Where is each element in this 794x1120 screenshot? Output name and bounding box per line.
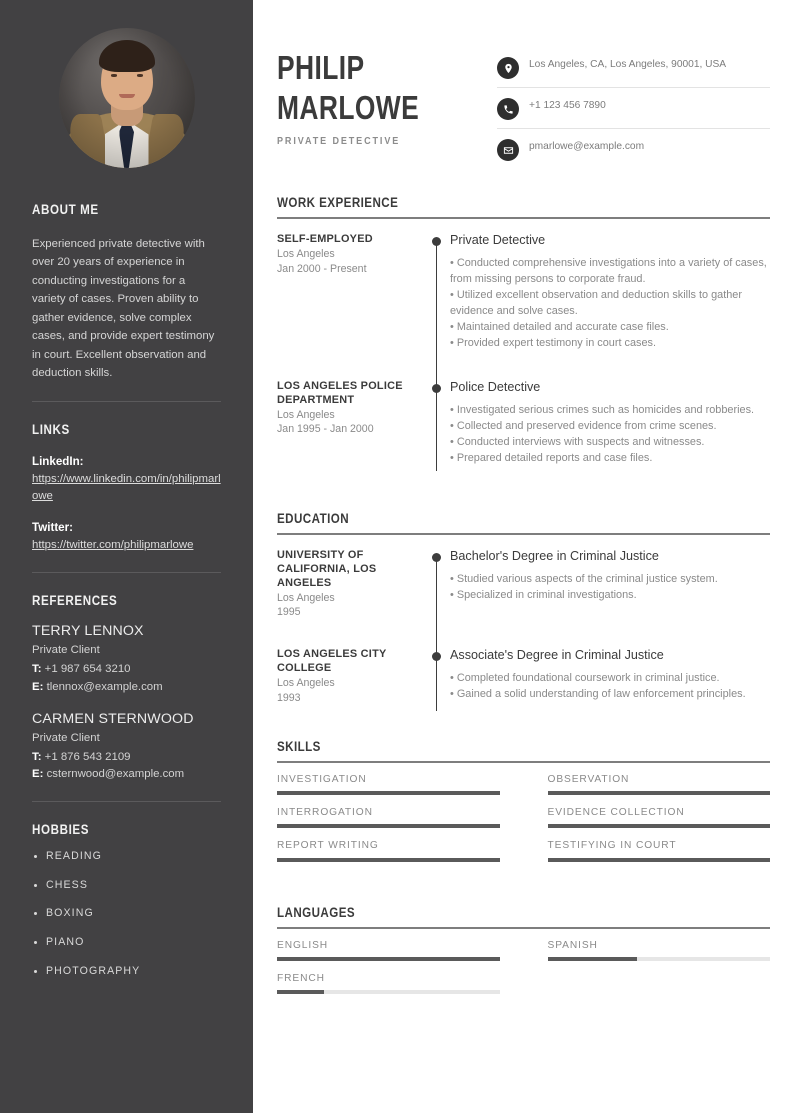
education-entry-location: Los Angeles	[277, 676, 335, 689]
work-entry	[277, 380, 770, 467]
work-experience-section	[277, 195, 770, 483]
contact-phone-text: +1 123 456 7890	[529, 100, 606, 111]
skill-label: TESTIFYING IN COURT	[547, 840, 677, 852]
email-value: csternwood@example.com	[46, 768, 185, 781]
language-fill	[277, 957, 500, 961]
references-section	[32, 593, 221, 802]
work-entry-org: LOS ANGELES POLICE DEPARTMENT	[277, 379, 403, 406]
language-track	[277, 957, 500, 961]
education-entry-bullet: • Specialized in criminal investigations.	[450, 589, 637, 602]
reference-name: CARMEN STERNWOOD	[32, 710, 194, 727]
work-entry-bullet: • Utilized excellent observation and deduction skills to gather evidence and solve cases.	[450, 288, 742, 317]
envelope-icon	[497, 139, 519, 161]
work-entry-bullet: • Maintained detailed and accurate case files.	[450, 320, 669, 333]
timeline-dot	[432, 384, 441, 393]
links-section	[32, 422, 221, 573]
education-entry-org: LOS ANGELES CITY COLLEGE	[277, 648, 387, 675]
first-name: PHILIP	[277, 49, 365, 86]
skills-grid	[277, 775, 770, 875]
education-entry	[277, 648, 770, 705]
languages-grid	[277, 941, 770, 1007]
timeline-dot	[432, 652, 441, 661]
work-entry-bullet: • Conducted comprehensive investigations into a variety of cases, from missing persons to corporate fraud.	[450, 257, 767, 286]
avatar	[59, 28, 195, 168]
work-experience-timeline	[277, 233, 770, 483]
hobby-item: READING	[32, 851, 221, 862]
phone-label: T:	[32, 751, 42, 764]
phone-icon	[497, 98, 519, 120]
avatar-container	[32, 28, 221, 168]
link-item-linkedin	[32, 453, 221, 505]
about-me-section	[32, 202, 221, 402]
about-me-heading: ABOUT ME	[32, 202, 99, 217]
contact-list	[497, 44, 770, 169]
skill-label: OBSERVATION	[547, 774, 630, 785]
skill-item	[548, 841, 771, 861]
references-heading: REFERENCES	[32, 593, 118, 609]
skill-item	[277, 808, 500, 828]
education-heading: EDUCATION	[277, 511, 350, 526]
link-url-twitter[interactable]: https://twitter.com/philipmarlowe	[32, 538, 194, 551]
skill-track	[277, 858, 500, 862]
work-entry-meta	[277, 380, 417, 467]
hobby-item: CHESS	[32, 880, 221, 891]
link-label: Twitter:	[32, 520, 74, 534]
page-title	[277, 51, 419, 124]
sidebar	[0, 0, 253, 1113]
language-fill	[548, 957, 637, 961]
work-entry-bullet: • Prepared detailed reports and case files.	[450, 451, 653, 464]
email-label: E:	[32, 680, 44, 693]
language-track	[277, 990, 500, 994]
contact-email	[497, 138, 770, 169]
reference-name: TERRY LENNOX	[32, 623, 144, 640]
skill-label: REPORT WRITING	[277, 840, 379, 852]
education-entry-body	[417, 549, 770, 620]
skill-track	[548, 858, 771, 862]
education-entry	[277, 549, 770, 620]
skill-label: INTERROGATION	[277, 807, 373, 819]
hobbies-section	[32, 822, 221, 976]
email-label: E:	[32, 768, 44, 781]
reference-phone	[32, 661, 221, 678]
divider	[32, 801, 221, 802]
education-entry-meta	[277, 549, 417, 620]
reference-item	[32, 622, 221, 696]
work-entry-location: Los Angeles	[277, 408, 335, 421]
skill-track	[277, 791, 500, 795]
education-entry-location: Los Angeles	[277, 591, 335, 604]
link-item-twitter	[32, 519, 221, 554]
link-url-linkedin[interactable]: https://www.linkedin.com/in/philipmarlowe	[32, 472, 221, 502]
work-entry-meta	[277, 233, 417, 352]
language-label: FRENCH	[277, 972, 325, 984]
job-role: PRIVATE DETECTIVE	[277, 135, 401, 147]
location-pin-icon	[497, 57, 519, 79]
work-entry	[277, 233, 770, 352]
work-entry-dates: Jan 1995 - Jan 2000	[277, 423, 374, 436]
skill-fill	[277, 824, 500, 828]
work-entry-bullet: • Investigated serious crimes such as homicides and robberies.	[450, 403, 755, 416]
language-item	[277, 974, 500, 994]
work-entry-dates: Jan 2000 - Present	[277, 262, 367, 275]
education-entry-title: Bachelor's Degree in Criminal Justice	[450, 549, 659, 563]
language-item	[548, 941, 771, 961]
languages-section	[277, 905, 770, 1007]
hobby-item: PHOTOGRAPHY	[32, 966, 221, 977]
name-block	[277, 44, 455, 147]
education-entry-dates: 1995	[277, 606, 301, 619]
work-entry-title: Police Detective	[450, 379, 541, 394]
reference-role: Private Client	[32, 731, 100, 744]
language-label: ENGLISH	[277, 939, 329, 951]
hobby-item: BOXING	[32, 908, 221, 919]
divider	[277, 217, 770, 219]
language-item	[277, 941, 500, 961]
last-name: MARLOWE	[277, 89, 420, 126]
education-entry-meta	[277, 648, 417, 705]
skill-track	[548, 791, 771, 795]
education-entry-bullet: • Completed foundational coursework in criminal justice.	[450, 672, 720, 685]
links-heading: LINKS	[32, 421, 70, 437]
education-entry-bullet: • Studied various aspects of the criminal justice system.	[450, 573, 718, 586]
work-entry-body	[417, 380, 770, 467]
work-entry-org: SELF-EMPLOYED	[277, 233, 373, 245]
reference-email	[32, 766, 221, 783]
divider	[277, 761, 770, 763]
education-entry-body	[417, 648, 770, 705]
work-entry-location: Los Angeles	[277, 247, 335, 260]
about-me-text: Experienced private detective with over 20 years of experience in conducting investigations for a variety of cases. Proven ability to gather evidence, solve complex cases, and provide expert testimony in court. Excellent observation and deduction skills.	[32, 238, 215, 380]
skill-track	[548, 824, 771, 828]
phone-value: +1 876 543 2109	[44, 751, 131, 764]
reference-role: Private Client	[32, 644, 100, 657]
skills-heading: SKILLS	[277, 739, 321, 754]
timeline-dot	[432, 553, 441, 562]
skills-section	[277, 739, 770, 875]
skill-label: EVIDENCE COLLECTION	[547, 807, 685, 819]
divider	[277, 533, 770, 535]
skill-fill	[548, 858, 771, 862]
education-timeline	[277, 549, 770, 717]
contact-address	[497, 56, 770, 88]
skill-track	[277, 824, 500, 828]
email-value: tlennox@example.com	[46, 680, 163, 693]
phone-label: T:	[32, 663, 42, 676]
contact-email-text: pmarlowe@example.com	[529, 141, 645, 152]
skill-fill	[277, 858, 500, 862]
timeline-dot	[432, 237, 441, 246]
reference-item	[32, 710, 221, 784]
resume-header	[277, 44, 770, 169]
hobby-item: PIANO	[32, 937, 221, 948]
skill-fill	[548, 791, 771, 795]
main-content	[253, 0, 794, 1120]
work-entry-bullet: • Collected and preserved evidence from crime scenes.	[450, 419, 717, 432]
hobbies-heading: HOBBIES	[32, 822, 90, 838]
work-entry-body	[417, 233, 770, 352]
skill-item	[548, 775, 771, 795]
phone-value: +1 987 654 3210	[44, 663, 131, 676]
skill-item	[277, 841, 500, 861]
education-entry-org: UNIVERSITY OF CALIFORNIA, LOS ANGELES	[277, 549, 377, 589]
skill-item	[277, 775, 500, 795]
education-entry-bullet: • Gained a solid understanding of law enforcement principles.	[450, 688, 746, 701]
work-experience-heading: WORK EXPERIENCE	[277, 195, 399, 210]
contact-address-text: Los Angeles, CA, Los Angeles, 90001, USA	[529, 59, 727, 70]
work-entry-bullet: • Provided expert testimony in court cases.	[450, 336, 656, 349]
language-fill	[277, 990, 324, 994]
divider	[32, 401, 221, 402]
contact-phone	[497, 97, 770, 129]
work-entry-bullet: • Conducted interviews with suspects and witnesses.	[450, 435, 705, 448]
divider	[277, 927, 770, 929]
education-entry-title: Associate's Degree in Criminal Justice	[450, 648, 664, 663]
work-entry-title: Private Detective	[450, 233, 546, 247]
reference-email	[32, 679, 221, 696]
skill-item	[548, 808, 771, 828]
skill-label: INVESTIGATION	[277, 774, 367, 785]
link-label: LinkedIn:	[32, 454, 84, 468]
reference-phone	[32, 749, 221, 766]
skill-fill	[548, 824, 771, 828]
skill-fill	[277, 791, 500, 795]
divider	[32, 572, 221, 573]
languages-heading: LANGUAGES	[277, 904, 356, 920]
education-section	[277, 511, 770, 717]
language-track	[548, 957, 771, 961]
language-label: SPANISH	[547, 939, 598, 951]
education-entry-dates: 1993	[277, 691, 301, 704]
